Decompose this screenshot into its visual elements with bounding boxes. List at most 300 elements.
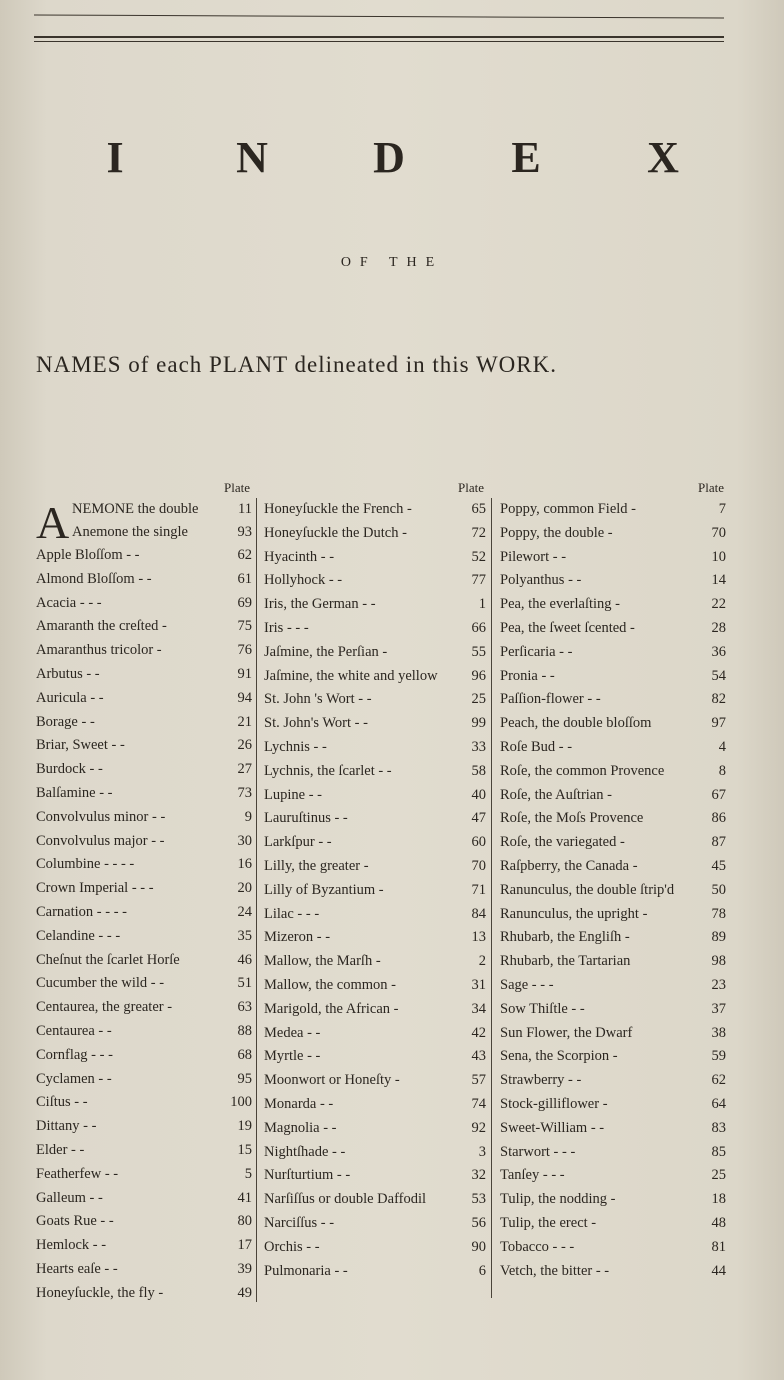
entry-list [500,498,726,1283]
index-entry [36,1258,252,1282]
entry-plate: 32 [471,1167,486,1184]
entry-name: Lychnis - - [264,738,327,755]
entry-name: Roſe, the Moſs Provence [500,810,644,827]
index-entry [500,688,726,712]
index-entry [500,831,726,855]
index-entry [500,903,726,927]
entry-name: Iris, the German - - [264,596,376,613]
entry-name: Roſe, the Auſtrian - [500,786,612,803]
entry-plate: 69 [237,594,252,611]
entry-name: Larkſpur - - [264,834,332,851]
index-entry [500,569,726,593]
entry-plate: 67 [711,786,726,803]
index-entry [36,734,252,758]
entry-plate: 2 [478,953,486,970]
entry-name: Hemlock - - [36,1237,107,1254]
entry-name: Strawberry - - [500,1072,582,1089]
entry-name: Lychnis, the ſcarlet - - [264,762,392,779]
entry-name: Peach, the double bloſſom [500,715,652,732]
entry-name: Raſpberry, the Canada - [500,857,638,874]
entry-name: Honeyſuckle the French - [264,501,412,517]
entry-name: Briar, Sweet - - [36,737,125,754]
index-entry [500,593,726,617]
entry-name: Moonwort or Honeſty - [264,1072,400,1089]
index-entry [36,711,252,735]
index-entry [36,972,252,996]
entry-name: Narſiſſus or double Daffodil [264,1191,427,1208]
entry-plate: 36 [711,643,726,660]
entry-plate: 24 [237,903,252,920]
index-entry [72,521,252,543]
entry-name: Honeyſuckle, the fly - [36,1284,164,1301]
entry-name: Nurſturtium - - [264,1167,351,1184]
index-entry [36,1044,252,1068]
index-column-2 [264,478,486,1283]
entry-plate: 9 [244,808,252,825]
index-entry [264,974,486,998]
entry-name: Apple Bloſſom - - [36,547,140,563]
entry-name: Pea, the ſweet ſcented - [500,619,635,636]
index-entry [36,1187,252,1211]
index-entry [500,498,726,522]
index-entry [500,855,726,879]
entry-plate: 86 [711,810,726,827]
entry-name: Starwort - - - [500,1143,576,1160]
index-entry [500,546,726,570]
entry-name: Sena, the Scorpion - [500,1048,618,1065]
entry-plate: 82 [711,691,726,708]
entry-plate: 65 [471,501,486,517]
entry-plate: 75 [237,618,252,635]
index-entry [36,687,252,711]
index-entry [500,1141,726,1165]
index-entry [264,665,486,689]
entry-plate: 60 [471,834,486,851]
entry-plate: 7 [718,501,726,517]
entry-name: Roſe, the variegated - [500,834,625,851]
entry-plate: 28 [711,619,726,636]
index-entry [500,950,726,974]
entry-plate: 73 [237,784,252,801]
entry-plate: 78 [711,905,726,922]
entry-plate: 94 [237,689,252,706]
title-letter: N [236,133,274,182]
entry-plate: 18 [711,1191,726,1208]
entry-plate: 88 [237,1022,252,1039]
entry-plate: 90 [471,1238,486,1255]
entry-name: Rhubarb, the Tartarian [500,953,631,970]
index-entry [36,877,252,901]
entry-name: Arbutus - - [36,665,100,682]
entry-plate: 96 [471,667,486,684]
entry-plate: 31 [471,976,486,993]
entry-name: Nightſhade - - [264,1143,346,1160]
index-entry [500,641,726,665]
plate-header: Plate [698,480,724,495]
index-entry [36,1163,252,1187]
index-entry [264,879,486,903]
entry-plate: 95 [237,1070,252,1087]
entry-name: Pea, the everlaſting - [500,596,620,613]
entry-plate: 93 [237,524,252,540]
entry-name: Elder - - [36,1141,85,1158]
entry-name: Crown Imperial - - - [36,880,154,897]
index-entry [264,903,486,927]
entry-name: Roſe Bud - - [500,738,573,755]
entry-plate: 39 [237,1260,252,1277]
index-entry [500,974,726,998]
entry-plate: 68 [237,1046,252,1063]
first-entry [36,497,252,548]
entry-plate: 44 [711,1262,726,1279]
entry-name: Orchis - - [264,1238,320,1255]
index-entry [264,998,486,1022]
entry-plate: 50 [711,881,726,898]
index-entry [264,641,486,665]
entry-name: Paſſion-flower - - [500,691,601,708]
entry-name: Jaſmine, the white and yellow [264,667,438,684]
entry-name: Roſe, the common Provence [500,762,665,779]
index-entry [264,1045,486,1069]
entry-plate: 62 [711,1072,726,1089]
plate-header: Plate [224,480,250,495]
entry-name: St. John 's Wort - - [264,691,372,708]
index-entry [500,665,726,689]
index-entry [500,1260,726,1284]
index-entry [36,782,252,806]
index-column-3 [500,478,726,1283]
index-entry [264,617,486,641]
index-entry [500,998,726,1022]
entry-plate: 26 [237,737,252,754]
index-entry [500,1022,726,1046]
index-entry [500,617,726,641]
index-entry [264,1117,486,1141]
index-entry [36,1091,252,1115]
entry-plate: 51 [237,975,252,992]
entry-name: Pulmonaria - - [264,1262,348,1279]
entry-plate: 87 [711,834,726,851]
index-entry [264,1069,486,1093]
entry-plate: 81 [711,1238,726,1255]
entry-plate: 85 [711,1143,726,1160]
entry-name: Ranunculus, the double ſtrip'd [500,881,675,898]
index-entry [36,592,252,616]
entry-name: Cyclamen - - [36,1070,112,1087]
entry-plate: 49 [237,1284,252,1301]
entry-name: Ranunculus, the upright - [500,905,648,922]
entry-plate: 42 [471,1024,486,1041]
entry-plate: 35 [237,927,252,944]
index-entry [500,522,726,546]
title-letter: D [373,133,411,182]
index-entry [264,1236,486,1260]
index-entry [264,569,486,593]
entry-name: Tulip, the nodding - [500,1191,616,1208]
entry-name: Narciſſus - - [264,1214,335,1231]
entry-name: Celandine - - - [36,927,121,944]
entry-plate: 47 [471,810,486,827]
index-entry [500,1093,726,1117]
entry-plate: 72 [471,524,486,541]
index-entry [36,758,252,782]
entry-name: Medea - - [264,1024,321,1041]
entry-name: Myrtle - - [264,1048,321,1065]
entry-plate: 54 [711,667,726,684]
entry-name: Convolvulus minor - - [36,808,166,825]
index-entry [264,688,486,712]
entry-list [36,544,252,1306]
entry-name: Acacia - - - [36,594,102,611]
entry-name: Galleum - - [36,1189,103,1206]
index-entry [264,1093,486,1117]
entry-name: Amaranth the creſted - [36,618,167,635]
index-entry [500,784,726,808]
entry-plate: 3 [478,1143,486,1160]
entry-name: Sun Flower, the Dwarf [500,1024,633,1041]
entry-name: Pronia - - [500,667,555,684]
entry-plate: 77 [471,572,486,589]
entry-name: Mallow, the common - [264,976,396,993]
index-entry [500,879,726,903]
top-rule [34,14,724,18]
entry-name: Tanſey - - - [500,1167,565,1184]
entry-name: Tobacco - - - [500,1238,575,1255]
entry-name: Convolvulus major - - [36,832,165,849]
entry-name: Monarda - - [264,1095,334,1112]
column-divider [256,498,257,1302]
index-entry [264,1141,486,1165]
entry-plate: 84 [471,905,486,922]
entry-plate: 43 [471,1048,486,1065]
entry-plate: 10 [711,548,726,565]
index-entry [36,639,252,663]
index-entry [500,1188,726,1212]
entry-name: Hollyhock - - [264,572,343,589]
entry-name: Magnolia - - [264,1119,337,1136]
index-entry [264,926,486,950]
index-entry [36,925,252,949]
entry-plate: 61 [237,570,252,587]
entry-plate: 25 [711,1167,726,1184]
entry-plate: 34 [471,1000,486,1017]
entry-plate: 45 [711,857,726,874]
entry-name: Sweet-William - - [500,1119,605,1136]
entry-plate: 66 [471,619,486,636]
entry-plate: 17 [237,1237,252,1254]
entry-name: Ciſtus - - [36,1094,88,1111]
entry-name: Borage - - [36,713,95,730]
index-entry [500,1236,726,1260]
title-letter: I [106,133,130,182]
entry-name: Vetch, the bitter - - [500,1262,610,1279]
index-entry [36,830,252,854]
entry-plate: 6 [478,1262,486,1279]
entry-name: Perſicaria - - [500,643,573,660]
entry-name: Honeyſuckle the Dutch - [264,524,407,541]
drop-cap: A [36,497,70,548]
entry-name: Lilly, the greater - [264,857,369,874]
entry-plate: 30 [237,832,252,849]
index-entry [36,853,252,877]
entry-name: Poppy, the double - [500,524,613,541]
entry-name: Cucumber the wild - - [36,975,165,992]
index-entry [264,1164,486,1188]
index-entry [500,926,726,950]
index-entry [264,950,486,974]
index-entry [264,807,486,831]
index-entry [264,855,486,879]
entry-plate: 23 [711,976,726,993]
entry-plate: 15 [237,1141,252,1158]
entry-name: Balſamine - - [36,784,113,801]
index-entry [36,949,252,973]
entry-name: Almond Bloſſom - - [36,570,152,587]
entry-plate: 41 [237,1189,252,1206]
entry-name: Marigold, the African - [264,1000,399,1017]
index-entry [264,831,486,855]
entry-name: Centaurea - - [36,1022,112,1039]
entry-name: Pilewort - - [500,548,567,565]
index-entry [500,1117,726,1141]
entry-plate: 76 [237,642,252,659]
title-letter: X [647,133,685,182]
entry-plate: 13 [471,929,486,946]
index-entry [264,1212,486,1236]
entry-name: Iris - - - [264,619,309,636]
index-entry [36,901,252,925]
entry-plate: 38 [711,1024,726,1041]
entry-plate: 83 [711,1119,726,1136]
entry-plate: 64 [711,1095,726,1112]
entry-name: Auricula - - [36,689,104,706]
entry-name: St. John's Wort - - [264,715,368,732]
entry-name: Lauruſtinus - - [264,810,348,827]
entry-name: Hearts eaſe - - [36,1260,118,1277]
index-entry [264,760,486,784]
entry-name: Sage - - - [500,976,554,993]
entry-plate: 37 [711,1000,726,1017]
entry-name: Centaurea, the greater - [36,999,173,1016]
index-entry [36,1282,252,1306]
index-entry [500,807,726,831]
entry-plate: 5 [244,1165,252,1182]
entry-plate: 98 [711,953,726,970]
entry-plate: 57 [471,1072,486,1089]
entry-name: Lupine - - [264,786,322,803]
entry-plate: 53 [471,1191,486,1208]
index-entry [36,1210,252,1234]
index-title [0,132,784,183]
entry-plate: 21 [237,713,252,730]
index-entry [264,1260,486,1284]
index-entry [264,1188,486,1212]
entry-plate: 99 [471,715,486,732]
entry-name: Cornflag - - - [36,1046,113,1063]
entry-plate: 22 [711,596,726,613]
index-entry [264,712,486,736]
index-entry [500,736,726,760]
entry-plate: 20 [237,880,252,897]
entry-plate: 89 [711,929,726,946]
entry-plate: 1 [478,596,486,613]
entry-name: Lilly of Byzantium - [264,881,384,898]
entry-plate: 55 [471,643,486,660]
entry-name: Lilac - - - [264,905,320,922]
entry-plate: 16 [237,856,252,873]
entry-name: Dittany - - [36,1118,97,1135]
entry-name: Stock-gilliflower - [500,1095,608,1112]
index-entry [36,1115,252,1139]
index-entry [72,498,252,520]
index-entry [264,593,486,617]
entry-list [264,498,486,1283]
index-entry [264,546,486,570]
column-divider [491,498,492,1298]
index-entry [36,568,252,592]
entry-plate: 71 [471,881,486,898]
entry-plate: 74 [471,1095,486,1112]
of-the-heading: OF THE [340,255,444,270]
index-column-1 [36,478,252,1306]
entry-plate: 58 [471,762,486,779]
entry-plate: 70 [471,857,486,874]
index-entry [500,712,726,736]
index-entry [36,1068,252,1092]
entry-plate: 59 [711,1048,726,1065]
entry-plate: 33 [471,738,486,755]
entry-plate: 19 [237,1118,252,1135]
entry-name: Polyanthus - - [500,572,582,589]
entry-plate: 48 [711,1214,726,1231]
entry-plate: 40 [471,786,486,803]
entry-name: NEMONE the double [72,501,199,517]
subtitle: NAMES of each PLANT delineated in this WORK. [36,352,557,377]
entry-name: Rhubarb, the Engliſh - [500,929,630,946]
entry-name: Columbine - - - - [36,856,135,873]
entry-plate: 8 [718,762,726,779]
index-entry [500,1212,726,1236]
entry-plate: 97 [711,715,726,732]
entry-name: Carnation - - - - [36,903,127,920]
entry-plate: 92 [471,1119,486,1136]
title-letter: E [511,133,547,182]
top-double-rule-thin [34,41,724,42]
index-entry [36,806,252,830]
entry-name: Amaranthus tricolor - [36,642,162,659]
entry-name: Tulip, the erect - [500,1214,597,1231]
entry-plate: 25 [471,691,486,708]
entry-plate: 56 [471,1214,486,1231]
entry-plate: 100 [230,1094,252,1111]
entry-name: Hyacinth - - [264,548,335,565]
entry-name: Featherfew - - [36,1165,119,1182]
entry-name: Mizeron - - [264,929,331,946]
entry-plate: 70 [711,524,726,541]
index-entry [500,1045,726,1069]
entry-name: Burdock - - [36,761,103,778]
entry-plate: 91 [237,665,252,682]
index-entry [36,615,252,639]
entry-name: Sow Thiſtle - - [500,1000,585,1017]
index-entry [500,760,726,784]
index-entry [36,1020,252,1044]
index-entry [36,996,252,1020]
plate-header: Plate [458,480,484,495]
entry-name: Jaſmine, the Perſian - [264,643,388,660]
index-entry [264,522,486,546]
entry-plate: 80 [237,1213,252,1230]
